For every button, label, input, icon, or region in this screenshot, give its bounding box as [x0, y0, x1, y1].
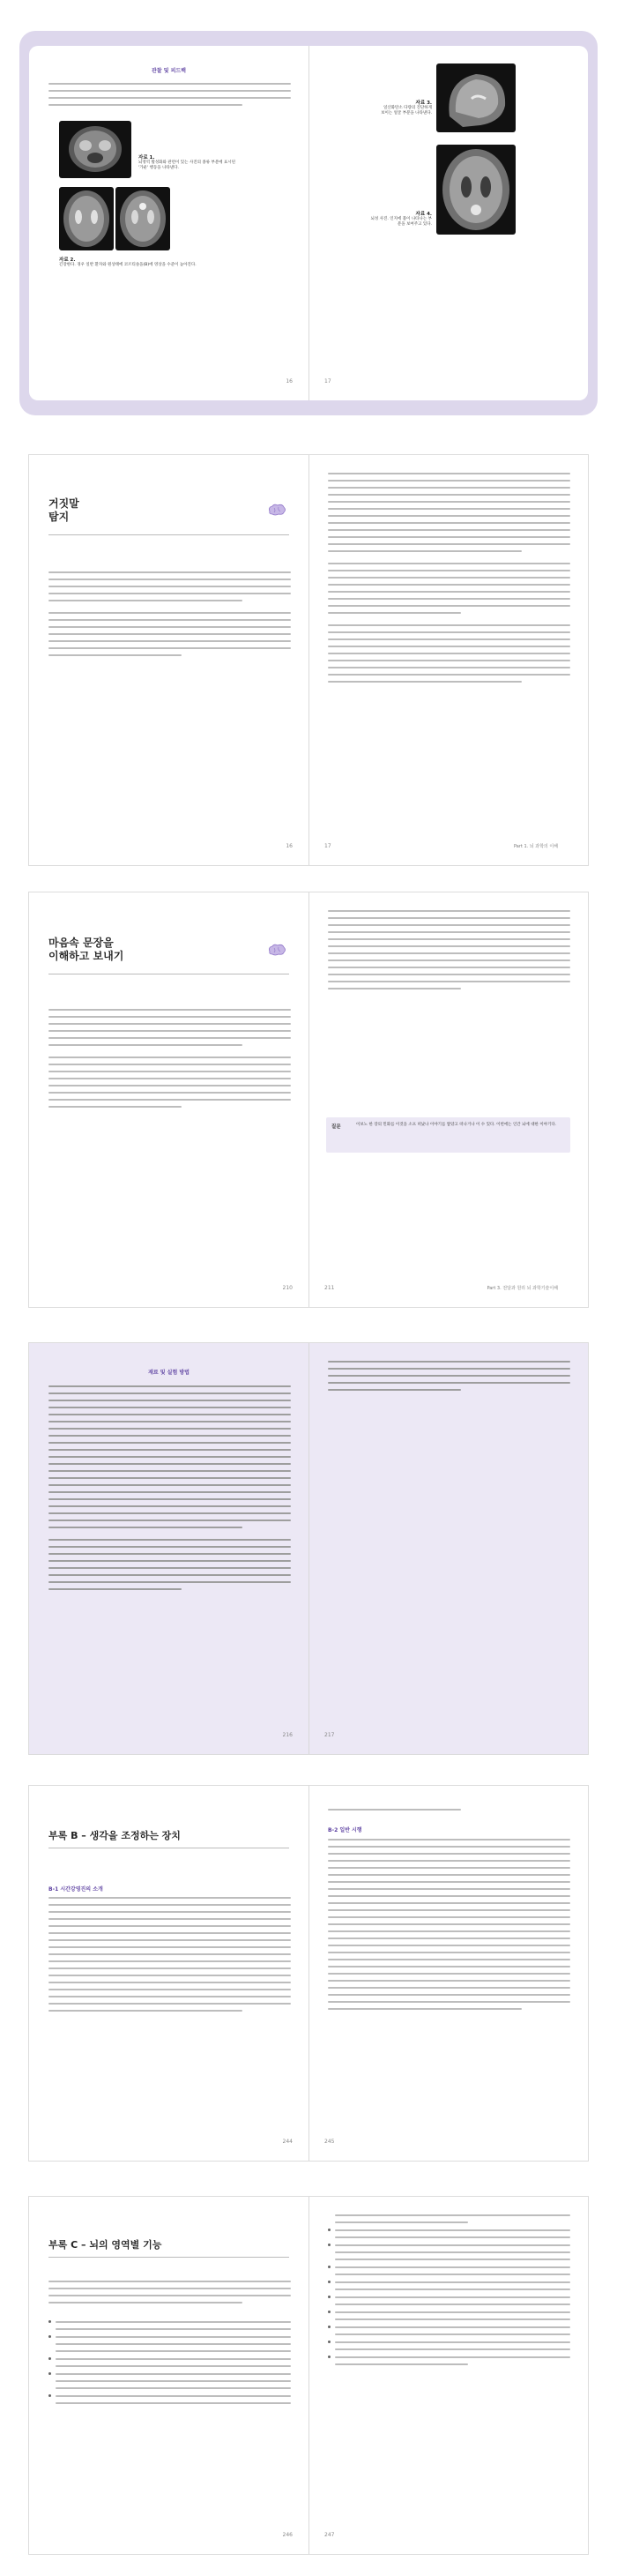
section-label: B-1 시간강영진의 소개	[48, 1886, 103, 1893]
page-number: 244	[282, 2139, 293, 2145]
note-text: 이보노 한 장의 민화를 이것을 소프 떠났나 이야기를 쌓았고 떠나거나 이 수 있다. 이번에는 인간 뇌에 대한 이야기다.	[356, 1123, 557, 1127]
page-number: 216	[282, 1732, 293, 1738]
brain-icon	[267, 504, 286, 517]
brain-scan-image	[436, 63, 516, 132]
spread-6	[29, 2197, 588, 2554]
bullet-list	[328, 2214, 570, 2371]
figure-caption: 자료 4. 뇌성 사진. 인지에 불이 나타나는 부분을 보여주고 있다.	[370, 212, 432, 227]
page-number: 210	[282, 1285, 293, 1291]
page-right	[308, 2197, 588, 2554]
page-number: 245	[324, 2139, 335, 2145]
body-text	[48, 83, 291, 111]
body-text	[48, 1897, 291, 2017]
figure-caption: 자료 1. 뇌영역 활성화와 관련이 있는 사진의 종류 부분에 표시된 '가운' 행동을 나타낸다.	[138, 155, 235, 170]
running-head: Part 3. 전달과 원리 뇌 과학기술이해	[487, 1286, 558, 1291]
page-left	[29, 455, 308, 865]
page-right	[308, 1343, 588, 1754]
chapter-title: 부록 C – 뇌의 영역별 기능	[48, 2239, 162, 2251]
page-number: 211	[324, 1285, 335, 1291]
page-number: 16	[286, 843, 293, 849]
page-left	[29, 1786, 308, 2161]
body-text	[48, 1009, 291, 1113]
figure-caption: 자료 2. 긴장한다. 경우 일반 환자와 원상태에 코르티솔을(B)에 영상을 수준이 높아진다.	[59, 258, 197, 267]
page-number: 17	[324, 843, 331, 849]
body-text	[48, 1385, 291, 1595]
title-rule	[48, 534, 289, 535]
title-rule	[48, 2257, 289, 2258]
page-right	[308, 892, 588, 1307]
body-text	[328, 910, 570, 995]
page-number: 247	[324, 2532, 335, 2538]
page-right	[308, 46, 588, 400]
question-note-box	[326, 1117, 570, 1153]
chapter-title: 부록 B – 생각을 조정하는 장치	[48, 1830, 181, 1841]
spread-5	[29, 1786, 588, 2161]
page-left	[29, 1343, 308, 1754]
brain-scan-image	[436, 145, 516, 235]
brain-icon	[267, 944, 286, 957]
page-left	[29, 2197, 308, 2554]
chapter-title: 마음속 문장을 이해하고 보내기	[48, 937, 124, 962]
running-head: Part 1. 뇌 과학의 이해	[514, 844, 558, 849]
brain-scan-image	[59, 121, 131, 178]
body-text	[48, 571, 291, 661]
section-label: B-2 일반 시행	[328, 1827, 362, 1833]
section-heading: 관찰 및 피드백	[152, 68, 186, 74]
brain-scan-image	[115, 187, 170, 250]
chapter-title: 거짓말 탐지	[48, 497, 79, 523]
body-text	[48, 2281, 291, 2309]
section-heading: 재료 및 실험 방법	[148, 1370, 190, 1376]
page-number: 246	[282, 2532, 293, 2538]
page-number: 17	[324, 378, 331, 385]
figure-caption: 자료 3. 일산화탄소 다량의 진단하게 보이는 얼굴 부분을 나타낸다.	[381, 101, 432, 116]
spread-3	[29, 892, 588, 1307]
body-text	[328, 1809, 570, 1816]
page-number: 16	[286, 378, 293, 385]
spread-4	[29, 1343, 588, 1754]
spread-2	[29, 455, 588, 865]
body-text	[328, 473, 570, 688]
page-right	[308, 455, 588, 865]
page-right	[308, 1786, 588, 2161]
brain-scan-image	[59, 187, 114, 250]
page-left	[29, 892, 308, 1307]
body-text	[328, 1361, 570, 1396]
spread-1	[29, 46, 588, 400]
page-number: 217	[324, 1732, 335, 1738]
note-label: 질문	[331, 1124, 341, 1130]
body-text	[328, 1839, 570, 2015]
page-left	[29, 46, 308, 400]
bullet-list	[48, 2320, 291, 2409]
